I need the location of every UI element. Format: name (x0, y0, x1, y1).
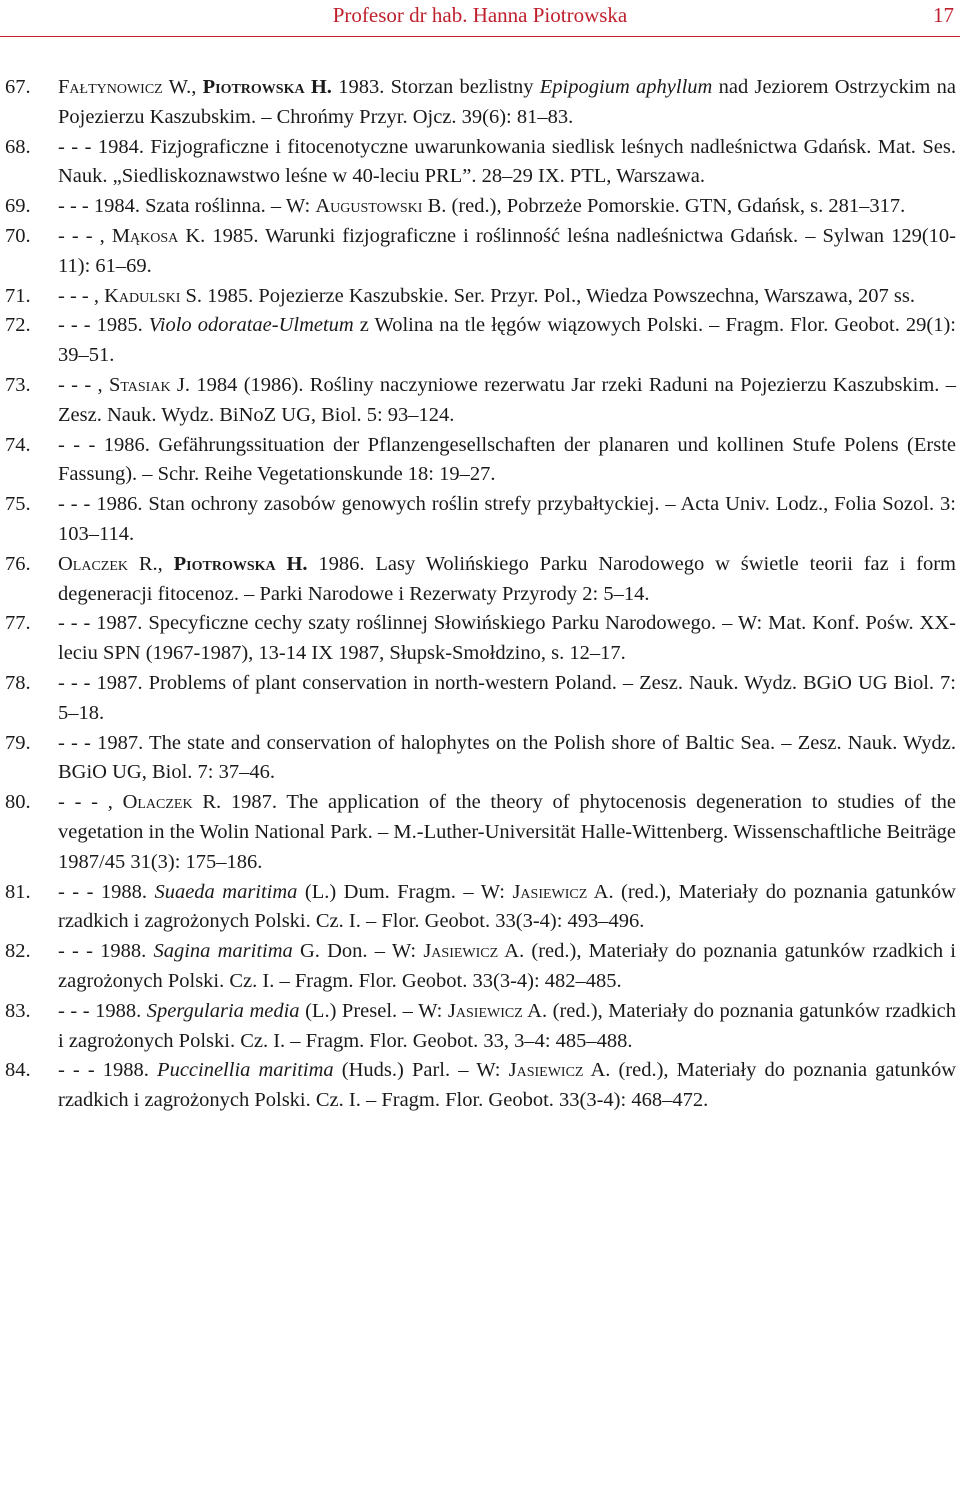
author-name: Mąkosa (111, 224, 179, 247)
author-name: Olaczek (122, 791, 193, 814)
reference-text: z Wolina na tle łęgów wiązowych Polski. – Fragm. Flor. Geobot. 29(1): 39–51. (58, 314, 956, 367)
reference-text: A. (red.), Materiały do poznania gatunków rzadkich i zagrożonych Polski. Cz. I. – Flor. Geobot. 33(3-4): 493–496. (58, 880, 956, 933)
reference-text: A. (red.), Materiały do poznania gatunków rzadkich i zagrożonych Polski. Cz. I. – Fragm. Flor. Geobot. 33, 3–4: 485–488. (58, 999, 956, 1052)
reference-text: - - - 1987. Specyficzne cechy szaty roślinnej Słowińskiego Parku Narodowego. – W: Mat. Konf. Pośw. XX-leciu SPN (1967-1987), 13-14 IX 1987, Słupsk-Smołdzino, s. 12–17. (58, 612, 956, 665)
reference-number: 68. (5, 135, 31, 158)
reference-number: 67. (5, 76, 31, 98)
author-name: Olaczek (58, 552, 129, 575)
reference-number: 79. (5, 731, 31, 754)
reference-text: - - - , (58, 224, 112, 247)
reference-text: 1983. Storzan bezlistny (331, 76, 540, 98)
page-number: 17 (933, 3, 954, 27)
reference-text: R., (128, 552, 174, 575)
reference-entry (0, 282, 960, 312)
reference-entry (0, 878, 960, 938)
reference-text: - - - , (58, 791, 123, 814)
reference-number: 83. (5, 999, 31, 1022)
reference-text: - - - , (58, 284, 105, 307)
reference-entry (0, 490, 960, 550)
reference-entry (0, 669, 960, 729)
reference-text: - - - 1988. (58, 880, 155, 903)
reference-text: S. 1985. Pojezierze Kaszubskie. Ser. Przyr. Pol., Wiedza Powszechna, Warszawa, 207 ss. (180, 284, 915, 307)
reference-text: nad Jeziorem Ostrzyckim na Pojezierzu Kaszubskim. – Chrońmy Przyr. Ojcz. 39(6): 81–83. (58, 76, 956, 128)
species-name: Sagina maritima (153, 940, 293, 963)
header-rule (0, 36, 960, 37)
reference-number: 80. (5, 791, 31, 814)
reference-number: 82. (5, 940, 31, 963)
reference-text: - - - 1986. Stan ochrony zasobów genowych roślin strefy przybałtyckiej. – Acta Univ. Lodz., Folia Sozol. 3: 103–114. (58, 493, 956, 545)
reference-text: R. 1987. The application of the theory of phytocenosis degeneration to studies of the vegetation in the Wolin National Park. – M.-Luther-Universität Halle-Wittenberg. Wissenschaftliche Beiträge 1987/45 31(3): 175–186. (58, 791, 956, 873)
author-name: Fałtynowicz W., (58, 76, 203, 98)
reference-text: 1986. Lasy Wolińskiego Parku Narodowego w świetle teorii faz i form degeneracji fitocenoz. – Parki Narodowe i Rezerwaty Przyrody 2: 5–14. (58, 552, 956, 605)
species-name: Epipogium aphyllum (539, 76, 713, 98)
author-name: Kadulski (104, 284, 181, 307)
reference-text: - - - 1985. (58, 314, 149, 337)
reference-entry (0, 609, 960, 669)
reference-text: B. (red.), Pobrzeże Pomorskie. GTN, Gdańsk, s. 281–317. (422, 195, 906, 218)
reference-entry (0, 73, 960, 133)
reference-entry (0, 222, 960, 282)
reference-entry (0, 729, 960, 789)
running-title: Profesor dr hab. Hanna Piotrowska (332, 3, 628, 27)
species-name: Puccinellia maritima (157, 1059, 334, 1082)
reference-entry (0, 192, 960, 222)
reference-entry (0, 311, 960, 371)
reference-entry (0, 788, 960, 877)
reference-text: - - - 1984. Fizjograficzne i fitocenotyczne uwarunkowania siedlisk leśnych nadleśnictwa Gdańsk. Mat. Ses. Nauk. „Siedliskoznawstwo leśne w 40-leciu PRL”. 28–29 IX. PTL, Warszawa. (58, 135, 956, 188)
reference-entry (0, 937, 960, 997)
reference-number: 84. (5, 1059, 31, 1082)
reference-text: - - - 1984. Szata roślinna. – W: (58, 195, 316, 218)
reference-text: - - - , (58, 373, 109, 396)
reference-text: - - - 1988. (58, 1059, 158, 1082)
author-name: Stasiak (108, 373, 171, 396)
author-name: Jasiewicz (423, 940, 499, 963)
reference-number: 69. (5, 195, 31, 218)
reference-text: (Huds.) Parl. – W: (333, 1059, 509, 1082)
reference-text: G. Don. – W: (292, 940, 424, 963)
reference-text: A. (red.), Materiały do poznania gatunków rzadkich i zagrożonych Polski. Cz. I. – Fragm. Flor. Geobot. 33(3-4): 468–472. (58, 1059, 957, 1112)
species-name: Spergularia media (146, 999, 300, 1022)
reference-number: 75. (5, 493, 31, 516)
author-name: Jasiewicz (447, 999, 523, 1022)
author-name-highlight: Piotrowska H. (173, 552, 308, 575)
reference-number: 72. (5, 314, 31, 337)
reference-number: 70. (5, 224, 31, 247)
reference-list (0, 73, 960, 1116)
reference-number: 76. (5, 552, 31, 575)
reference-text: A. (red.), Materiały do poznania gatunków rzadkich i zagrożonych Polski. Cz. I. – Fragm. Flor. Geobot. 33(3-4): 482–485. (58, 940, 957, 992)
species-name: Suaeda maritima (154, 880, 298, 903)
reference-text: K. 1985. Warunki fizjograficzne i roślinność leśna nadleśnictwa Gdańsk. – Sylwan 129(10-11): 61–69. (58, 224, 956, 277)
author-name: Jasiewicz (512, 880, 588, 903)
reference-text: (L.) Dum. Fragm. – W: (297, 880, 513, 903)
reference-text: - - - 1987. Problems of plant conservation in north-western Poland. – Zesz. Nauk. Wydz. BGiO UG Biol. 7: 5–18. (58, 671, 956, 724)
reference-number: 81. (5, 880, 31, 903)
reference-entry (0, 550, 960, 610)
reference-entry (0, 133, 960, 193)
reference-text: - - - 1987. The state and conservation of halophytes on the Polish shore of Baltic Sea. – Zesz. Nauk. Wydz. BGiO UG, Biol. 7: 37–46. (58, 731, 956, 784)
reference-number: 73. (5, 373, 31, 396)
reference-text: (L.) Presel. – W: (299, 999, 448, 1022)
reference-text: J. 1984 (1986). Rośliny naczyniowe rezerwatu Jar rzeki Raduni na Pojezierzu Kaszubskim. – Zesz. Nauk. Wydz. BiNoZ UG, Biol. 5: 93–124. (58, 373, 956, 426)
reference-number: 74. (5, 433, 31, 456)
species-name: Violo odoratae-Ulmetum (148, 314, 354, 337)
author-name: Augustowski (315, 195, 423, 218)
reference-number: 78. (5, 671, 31, 694)
reference-text: - - - 1986. Gefährungssituation der Pflanzengesellschaften der planaren und kollinen Stufe Polens (Erste Fassung). – Schr. Reihe Vegetationskunde 18: 19–27. (58, 433, 956, 486)
running-header (0, 0, 960, 36)
reference-entry (0, 997, 960, 1057)
reference-entry (0, 371, 960, 431)
reference-number: 77. (5, 612, 31, 635)
reference-number: 71. (5, 284, 31, 307)
reference-text: - - - 1988. (58, 999, 147, 1022)
reference-entry (0, 431, 960, 491)
reference-entry (0, 1056, 960, 1116)
author-name-highlight: Piotrowska H. (202, 76, 332, 98)
reference-text: - - - 1988. (58, 940, 154, 963)
author-name: Jasiewicz (508, 1059, 584, 1082)
